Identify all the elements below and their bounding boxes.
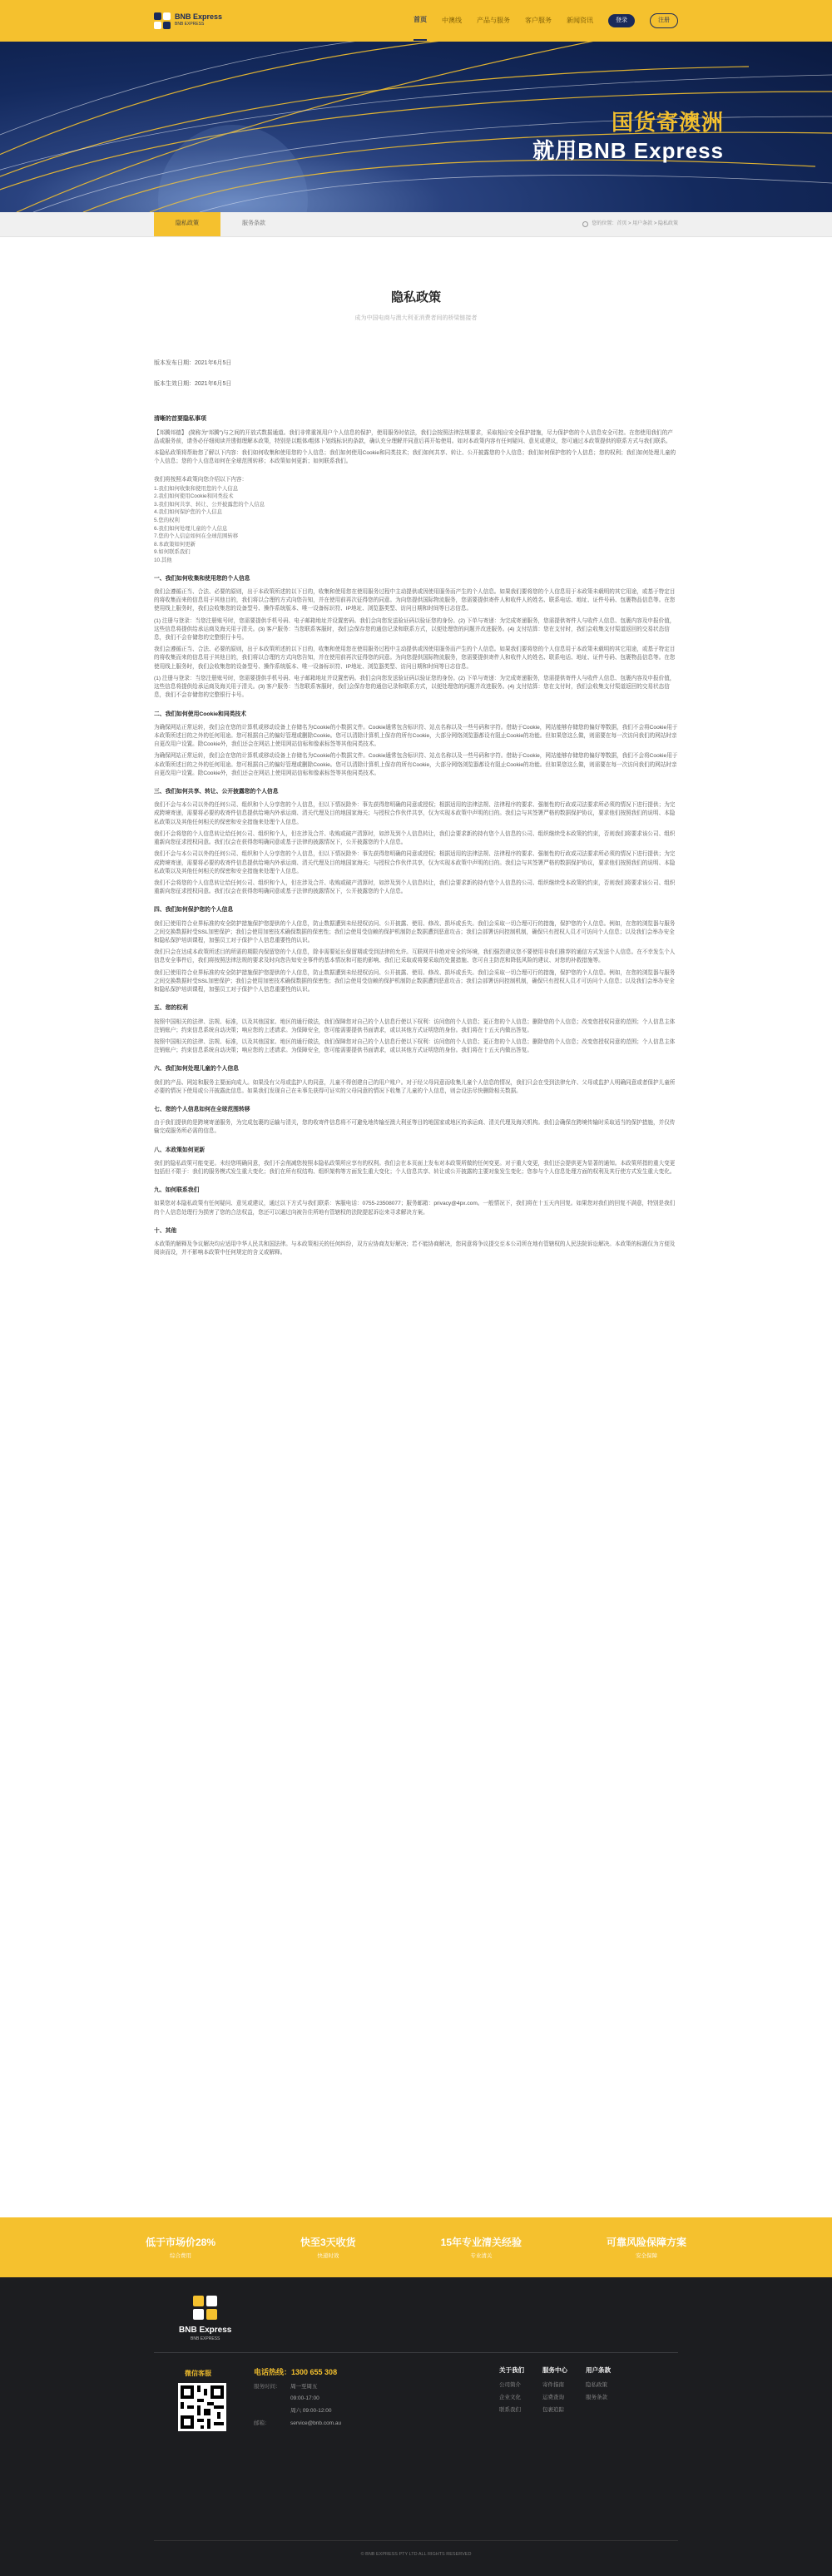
- hero-title-line2: 就用BNB Express: [532, 138, 724, 163]
- toc-item[interactable]: 9.如何联系我们: [154, 549, 191, 556]
- feature-item: [607, 2235, 686, 2261]
- contact-row: 邮箱： service@bnb.com.au: [254, 2420, 342, 2426]
- toc-list: [154, 485, 678, 565]
- breadcrumb: [582, 220, 678, 228]
- hero-banner: [0, 42, 832, 212]
- feature-title: 快至3天收货: [300, 2236, 356, 2248]
- footer-col-terms: [586, 2365, 611, 2419]
- footer-link[interactable]: 公司简介: [499, 2382, 521, 2389]
- register-button[interactable]: 注册: [650, 13, 678, 29]
- feature-title: 低于市场价28%: [146, 2236, 216, 2248]
- tab-privacy-policy[interactable]: 隐私政策: [154, 212, 220, 236]
- wechat-qr-code: [178, 2383, 226, 2431]
- section-heading: 六、我们如何处理儿童的个人信息: [154, 1066, 239, 1073]
- logo[interactable]: [154, 12, 222, 29]
- sub-nav: [0, 212, 832, 237]
- section-heading: 五、您的权利: [154, 1005, 188, 1012]
- section-heading: 二、我们如何使用Cookie和同类技术: [154, 711, 247, 717]
- hotline[interactable]: [254, 2367, 341, 2379]
- feature-title: 15年专业清关经验: [440, 2236, 522, 2248]
- qr-code-icon: [181, 2385, 224, 2429]
- nav-item-products[interactable]: 产品与服务: [477, 17, 510, 24]
- footer-link[interactable]: 寄件指南: [542, 2382, 564, 2389]
- nav-item-home[interactable]: 首页: [414, 1, 427, 41]
- page-subtitle: 成为中国电商与澳大利亚消费者间的桥梁链接者: [354, 315, 478, 321]
- logo-icon: [193, 2296, 218, 2321]
- section-paragraph: 我们不会将您的个人信息转让给任何公司、组织和个人，但在涉及合并、收购或破产清算时，如涉及到个人信息转让，我们会要求新的持有您个人信息的公司、组织继续受本政策的约束，否则我们将要求该公司、组织重新向您征求授权同意。我们仅会在获得您明确同意或基于法律的披露情况下，公开披露您的个人信息。: [154, 879, 676, 895]
- section-paragraph: 我们会遵循正当、合法、必要的原则，出于本政策所述的以下目的，收集和使用您在使用服务过程中主动提供或因使用服务而产生的个人信息。如果我们要将您的个人信息用于本政策未载明的其它用途，或基于特定目的将收集而来的信息用于其他目的，我们将以合理的方式向您告知，并在使用前再次征得您的同意。为向您提供国际物流服务，您需要提供寄件人和收件人的姓名、联系电话、地址、证件号码、包裹物品信息等。在您使用线上服务时，我们会收集您的设备型号、操作系统版本、唯一设备标识符、IP地址、浏览器类型、访问日期和时间等日志信息。: [154, 646, 676, 670]
- policy-content: [0, 237, 832, 1258]
- footer-col-title: 服务中心: [542, 2366, 567, 2374]
- section-paragraph: 我们的隐私政策可能变更。未经您明确同意，我们不会削减您按照本隐私政策所应享有的权利。我们会在本页面上发布对本政策所做的任何变更。对于重大变更，我们还会提供更为显著的通知。本政策所指的重大变更包括但不限于：我们的服务模式发生重大变化；我们在所有权结构、组织架构等方面发生重大变化；个人信息共享、转让或公开披露的主要对象发生变化；您参与个人信息处理方面的权利及其行使方式发生重大变化。: [154, 1160, 676, 1176]
- nav-item-customer-service[interactable]: 客户服务: [525, 17, 552, 24]
- section-paragraph: 我们的产品、网站和服务主要面向成人。如果没有父母或监护人的同意，儿童不得创建自己的用户账户。对于经父母同意而收集儿童个人信息的情况，我们只会在受到法律允许、父母或监护人明确同意或者保护儿童所必要的情况下使用或公开披露此信息。如果我们发现自己在未事先获得可证实的父母同意的情况下收集了儿童的个人信息，则会设法尽快删除相关数据。: [154, 1079, 676, 1094]
- hero-title-line1: 国货寄澳洲: [611, 110, 724, 135]
- footer-logo[interactable]: [179, 2296, 231, 2343]
- footer-logo-name: BNB Express: [179, 2326, 232, 2335]
- section-paragraph: (1) 注册与登录：当您注册账号时，您需要提供手机号码、电子邮箱地址并设置密码。我们会向您发送验证码以验证您的身份。(2) 下单与寄递：为完成寄递服务，您需提供寄件人与收件人信息、包裹内容及申报价值，这些信息将提供给承运商及海关用于清关。(3) 客户服务：当您联系客服时，我们会保存您的通信记录和联系方式，以便处理您的问题并改进服务。(4) 支付结算：您在支付时，我们会收集支付渠道返回的交易状态信息，我们不会存储您的完整银行卡号。: [154, 675, 676, 699]
- section-paragraph: 我们已使用符合业界标准的安全防护措施保护您提供的个人信息，防止数据遭到未经授权访问、公开披露、使用、修改、损坏或丢失。我们会采取一切合理可行的措施，保护您的个人信息。例如，在您的浏览器与服务之间交换数据时受SSL加密保护；我们会使用加密技术确保数据的保密性；我们会使用受信赖的保护机制防止数据遭到恶意攻击；我们会部署访问控制机制，确保只有授权人员才可访问个人信息；以及我们会举办安全和隐私保护培训课程，加强员工对于保护个人信息重要性的认识。: [154, 920, 676, 944]
- footer-col-title: 关于我们: [499, 2366, 524, 2374]
- footer-link[interactable]: 联系我们: [499, 2406, 521, 2413]
- page-title: 隐私政策: [390, 290, 441, 305]
- nav-item-news[interactable]: 新闻资讯: [567, 17, 593, 24]
- email-link[interactable]: service@bnb.com.au: [290, 2420, 342, 2426]
- version-date: 版本发布日期：2021年6月5日: [154, 360, 232, 366]
- contact-info: [254, 2367, 341, 2428]
- section-paragraph: 我们不会将您的个人信息转让给任何公司、组织和个人，但在涉及合并、收购或破产清算时，如涉及到个人信息转让，我们会要求新的持有您个人信息的公司、组织继续受本政策的约束，否则我们将要求该公司、组织重新向您征求授权同意。我们仅会在获得您明确同意或基于法律的披露情况下，公开披露您的个人信息。: [154, 830, 676, 846]
- footer-col-about: [499, 2365, 524, 2419]
- footer-divider: [154, 2540, 678, 2541]
- section-heading: 四、我们如何保护您的个人信息: [154, 907, 234, 914]
- section-heading: 一、我们如何收集和使用您的个人信息: [154, 575, 250, 582]
- main-nav: [414, 1, 678, 41]
- section-paragraph: 由于我们提供的是跨境寄递服务，为完成包裹的运输与清关，您的收寄件信息将不可避免地传输至澳大利亚等目的地国家或地区的承运商、清关代理及海关机构。我们会确保在跨境传输时采取适当的保护措施，并仅传输完成服务所必需的信息。: [154, 1120, 676, 1135]
- section-paragraph: 本政策的解释及争议解决均应适用中华人民共和国法律。与本政策相关的任何纠纷，双方应协商友好解决；若不能协商解决，您同意将争议提交至本公司所在地有管辖权的人民法院诉讼解决。本政策的标题仅为方便及阅读而设，并不影响本政策中任何规定的含义或解释。: [154, 1241, 676, 1256]
- section-heading: 七、您的个人信息如何在全球范围转移: [154, 1107, 250, 1112]
- footer-link[interactable]: 隐私政策: [586, 2382, 607, 2389]
- feature-item: [300, 2235, 356, 2261]
- section-paragraph: 为确保网站正常运转，我们会在您的计算机或移动设备上存储名为Cookie的小数据文件。Cookie通常包含标识符、站点名称以及一些号码和字符。借助于Cookie，网站能够存储您的偏好等数据，我们不会将Cookie用于本政策所述目的之外的任何用途。您可根据自己的偏好管理或删除Cookie。您可以清除计算机上保存的所有Cookie，大部分网络浏览器都设有阻止Cookie的功能。但如果您这么做，则需要在每一次访问我们的网站时亲自更改用户设置。除Cookie外，我们还会在网站上使用网站信标和像素标签等其他同类技术。: [154, 724, 678, 748]
- breadcrumb-text[interactable]: 您的位置：首页 > 用户条款 > 隐私政策: [592, 221, 678, 226]
- toc-item[interactable]: 1.我们如何收集和使用您的个人信息: [154, 485, 239, 492]
- site-footer: [0, 2277, 832, 2576]
- toc-item[interactable]: 3.我们如何共享、转让、公开披露您的个人信息: [154, 501, 265, 508]
- hotline-label: 电话热线：: [254, 2368, 292, 2376]
- intro-paragraph: 本隐私政策将帮助您了解以下内容：我们如何收集和使用您的个人信息；我们如何使用Cookie和同类技术；我们如何共享、转让、公开披露您的个人信息；我们如何保护您的个人信息；您的权利；我们如何处理儿童的个人信息；您的个人信息如何在全球范围转移；本政策如何更新；如何联系我们。: [154, 449, 676, 465]
- section-paragraph: 如果您对本隐私政策有任何疑问、意见或建议，通过以下方式与我们联系：客服电话：0755-23508077；服务邮箱：privacy@4px.com。一般情况下，我们将在十五天内回复。如果您对我们的回复不满意，特别是我们的个人信息处理行为损害了您的合法权益，您还可以通过向被告住所地有管辖权的法院提起诉讼来寻求解决方案。: [154, 1201, 676, 1216]
- toc-item[interactable]: 4.我们如何保护您的个人信息: [154, 509, 223, 516]
- toc-item[interactable]: 6.我们如何处理儿童的个人信息: [154, 525, 228, 532]
- wechat-label: 微信客服: [185, 2370, 211, 2377]
- section-heading: 九、如何联系我们: [154, 1187, 200, 1194]
- location-icon: [582, 221, 588, 227]
- section-paragraph: 我们会遵循正当、合法、必要的原则，出于本政策所述的以下目的，收集和使用您在使用服务过程中主动提供或因使用服务而产生的个人信息。如果我们要将您的个人信息用于本政策未载明的其它用途，或基于特定目的将收集而来的信息用于其他目的，我们将以合理的方式向您告知，并在使用前再次征得您的同意。为向您提供国际物流服务，您需要提供寄件人和收件人的姓名、联系电话、地址、证件号码、包裹物品信息等。在您使用线上服务时，我们会收集您的设备型号、操作系统版本、唯一设备标识符、IP地址、浏览器类型、访问日期和时间等日志信息。: [154, 588, 676, 612]
- section-paragraph: 我们只会在达成本政策所述目的所需的期限内保留您的个人信息，除非需要延长保留期或受到法律的允许。互联网并非绝对安全的环境，我们强烈建议您不要使用非我们推荐的通信方式发送个人信息。在不幸发生个人信息安全事件后，我们将按照法律法规的要求及时向您告知安全事件的基本情况和可能的影响、我们已采取或将要采取的处置措施、您可自主防范和降低风险的建议、对您的补救措施等。: [154, 949, 676, 964]
- footer-link[interactable]: 企业文化: [499, 2395, 521, 2400]
- contact-row: 09:00-17:00: [290, 2395, 319, 2402]
- section-paragraph: 按照中国相关的法律、法规、标准，以及其他国家、地区的通行做法，我们保障您对自己的个人信息行使以下权利：访问您的个人信息；更正您的个人信息；删除您的个人信息；改变您授权同意的范围；个人信息主体注销账户；约束信息系统自动决策；响应您的上述请求。为保障安全，您可能需要提供书面请求，或以其他方式证明您的身份。我们将在十五天内做出答复。: [154, 1038, 676, 1054]
- feature-sub: 专业清关: [470, 2252, 493, 2259]
- toc-item[interactable]: 8.本政策如何更新: [154, 541, 196, 547]
- feature-sub: 快递时效: [317, 2252, 339, 2259]
- logo-icon: [154, 12, 171, 29]
- intro-heading: 清晰的首要隐私事项: [154, 416, 206, 422]
- toc-item[interactable]: 7.您的个人信息如何在全球范围转移: [154, 533, 239, 540]
- section-heading: 八、本政策如何更新: [154, 1147, 206, 1153]
- logo-sub: BNB EXPRESS: [175, 22, 205, 27]
- feature-item: [146, 2235, 215, 2261]
- toc-intro: 我们将按照本政策向您介绍以下内容：: [154, 477, 248, 483]
- effective-date: 版本生效日期：2021年6月5日: [154, 380, 232, 387]
- section-paragraph: (1) 注册与登录：当您注册账号时，您需要提供手机号码、电子邮箱地址并设置密码。我们会向您发送验证码以验证您的身份。(2) 下单与寄递：为完成寄递服务，您需提供寄件人与收件人信息、包裹内容及申报价值，这些信息将提供给承运商及海关用于清关。(3) 客户服务：当您联系客服时，我们会保存您的通信记录和联系方式，以便处理您的问题并改进服务。(4) 支付结算：您在支付时，我们会收集支付渠道返回的交易状态信息，我们不会存储您的完整银行卡号。: [154, 617, 676, 641]
- feature-sub: 综合费用: [170, 2252, 192, 2259]
- nav-item-china-australia[interactable]: 中澳线: [442, 17, 462, 24]
- footer-link[interactable]: 包裹追踪: [542, 2406, 564, 2413]
- section-paragraph: 按照中国相关的法律、法规、标准，以及其他国家、地区的通行做法，我们保障您对自己的个人信息行使以下权利：访问您的个人信息；更正您的个人信息；删除您的个人信息；改变您授权同意的范围；个人信息主体注销账户；约束信息系统自动决策；响应您的上述请求。为保障安全，您可能需要提供书面请求，或以其他方式证明您的身份。我们将在十五天内做出答复。: [154, 1018, 676, 1033]
- footer-link[interactable]: 运费查询: [542, 2395, 564, 2400]
- feature-item: [441, 2235, 522, 2261]
- section-paragraph: 我们已使用符合业界标准的安全防护措施保护您提供的个人信息，防止数据遭到未经授权访问、公开披露、使用、修改、损坏或丢失。我们会采取一切合理可行的措施，保护您的个人信息。例如，在您的浏览器与服务之间交换数据时受SSL加密保护；我们会使用加密技术确保数据的保密性；我们会使用受信赖的保护机制防止数据遭到恶意攻击；我们会部署访问控制机制，确保只有授权人员才可访问个人信息；以及我们会举办安全和隐私保护培训课程，加强员工对于保护个人信息重要性的认识。: [154, 969, 676, 993]
- hotline-number: 1300 655 308: [291, 2368, 338, 2376]
- toc-item[interactable]: 10.其他: [154, 557, 172, 564]
- footer-col-service: [542, 2365, 567, 2419]
- feature-strip: [0, 2217, 832, 2277]
- logo-name: BNB Express: [175, 12, 223, 22]
- contact-row: 服务时间： 周一至周五: [254, 2383, 318, 2390]
- copyright: © BNB EXPRESS PTY LTD ALL RIGHTS RESERVED: [360, 2551, 472, 2557]
- toc-item[interactable]: 2.我们如何使用Cookie和同类技术: [154, 493, 234, 500]
- section-heading: 十、其他: [154, 1227, 177, 1234]
- section-paragraph: 我们不会与本公司以外的任何公司、组织和个人分享您的个人信息，但以下情况除外：事先获得您明确的同意或授权；根据适用的法律法规、法律程序的要求、强制性的行政或司法要求所必须的情况下进行提供；为完成跨境寄递，需要将必要的收寄件信息提供给境内外承运商、清关代理及目的地国家海关；与授权合作伙伴共享，仅为实现本政策中声明的目的。我们会与其签署严格的数据保护协议，要求他们按照我们的说明、本隐私政策以及其他任何相关的保密和安全措施来处理个人信息。: [154, 802, 676, 825]
- section-paragraph: 为确保网站正常运转，我们会在您的计算机或移动设备上存储名为Cookie的小数据文件。Cookie通常包含标识符、站点名称以及一些号码和字符。借助于Cookie，网站能够存储您的偏好等数据，我们不会将Cookie用于本政策所述目的之外的任何用途。您可根据自己的偏好管理或删除Cookie。您可以清除计算机上保存的所有Cookie，大部分网络浏览器都设有阻止Cookie的功能。但如果您这么做，则需要在每一次访问我们的网站时亲自更改用户设置。除Cookie外，我们还会在网站上使用网站信标和像素标签等其他同类技术。: [154, 753, 678, 776]
- footer-col-title: 用户条款: [586, 2366, 611, 2374]
- contact-row: 周六 09:00-12:00: [290, 2408, 332, 2414]
- intro-paragraph: 【邦腾邦德】 (简称为“邦腾”)与之间的开放式数据通道。我们非常重视用户个人信息的保护，使用服务时依法，我们会按照法律法规要求，采取相应安全保护措施，尽力保护您的个人信息安全可控。在您使用我们的产品或服务前，请务必仔细阅读并透彻理解本政策，特别是以粗体/粗体下划线标识的条款，确认充分理解并同意后再开始使用。如对本政策内容有任何疑问、意见或建议，您可通过本政策提供的联系方式与我们联系。: [154, 429, 673, 444]
- site-header: [0, 0, 832, 42]
- tab-terms-of-service[interactable]: 服务条款: [242, 220, 265, 227]
- footer-divider: [154, 2352, 678, 2353]
- section-heading: 三、我们如何共享、转让、公开披露您的个人信息: [154, 789, 279, 795]
- footer-logo-sub: BNB EXPRESS: [191, 2336, 220, 2341]
- feature-sub: 安全保障: [635, 2252, 657, 2259]
- footer-link[interactable]: 服务条款: [586, 2395, 607, 2400]
- toc-item[interactable]: 5.您的权利: [154, 518, 180, 524]
- feature-title: 可靠风险保障方案: [606, 2236, 686, 2248]
- footer-links: [499, 2365, 611, 2419]
- section-paragraph: 我们不会与本公司以外的任何公司、组织和个人分享您的个人信息，但以下情况除外：事先获得您明确的同意或授权；根据适用的法律法规、法律程序的要求、强制性的行政或司法要求所必须的情况下进行提供；为完成跨境寄递，需要将必要的收寄件信息提供给境内外承运商、清关代理及目的地国家海关；与授权合作伙伴共享，仅为实现本政策中声明的目的。我们会与其签署严格的数据保护协议，要求他们按照我们的说明、本隐私政策以及其他任何相关的保密和安全措施来处理个人信息。: [154, 851, 676, 874]
- login-button[interactable]: 登录: [608, 14, 635, 28]
